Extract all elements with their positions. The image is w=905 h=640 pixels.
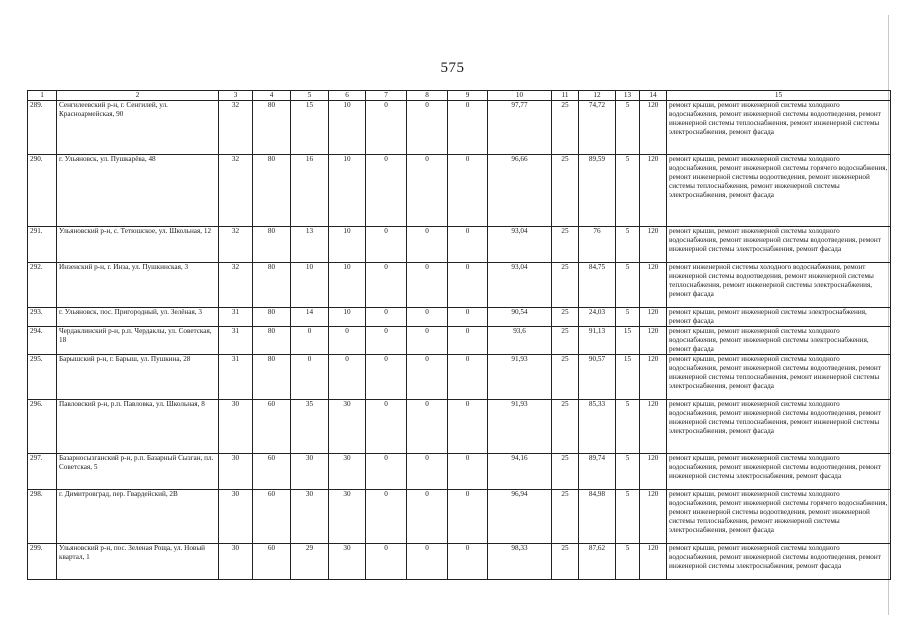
table-row bbox=[28, 355, 891, 400]
work-types-cell: ремонт крыши, ремонт инженерной системы холодного водоснабжения, ремонт инженерной системы водоотведения, ремонт инженерной системы теплоснабжения, ремонт инженерной системы электроснабжения, ремонт фасада bbox=[667, 101, 891, 155]
table-row bbox=[28, 454, 891, 490]
col-12-cell: 89,59 bbox=[579, 155, 616, 227]
col-4-cell: 60 bbox=[253, 490, 291, 544]
col-6-cell: 0 bbox=[329, 355, 366, 400]
col-4-cell: 80 bbox=[253, 327, 291, 355]
col-9-cell: 0 bbox=[448, 227, 488, 263]
col-12-cell: 89,74 bbox=[579, 454, 616, 490]
header-cell: 5 bbox=[291, 91, 329, 101]
col-5-cell: 13 bbox=[291, 227, 329, 263]
table-row bbox=[28, 227, 891, 263]
page-number: 575 bbox=[440, 60, 465, 76]
col-7-cell: 0 bbox=[366, 544, 407, 580]
col-11-cell: 25 bbox=[552, 327, 579, 355]
work-types-cell: ремонт крыши, ремонт инженерной системы холодного водоснабжения, ремонт инженерной системы водоотведения, ремонт инженерной системы электроснабжения, ремонт фасада bbox=[667, 454, 891, 490]
col-10-cell: 96,66 bbox=[488, 155, 552, 227]
table-body bbox=[28, 101, 891, 580]
col-6-cell: 10 bbox=[329, 308, 366, 327]
col-10-cell: 94,16 bbox=[488, 454, 552, 490]
row-number-cell: 295. bbox=[28, 355, 57, 400]
row-number-cell: 292. bbox=[28, 263, 57, 308]
row-number-cell: 294. bbox=[28, 327, 57, 355]
col-14-cell: 120 bbox=[640, 454, 667, 490]
col-14-cell: 120 bbox=[640, 101, 667, 155]
address-cell: Барышский р-н, г. Барыш, ул. Пушкина, 28 bbox=[57, 355, 219, 400]
col-13-cell: 5 bbox=[616, 544, 640, 580]
col-9-cell: 0 bbox=[448, 400, 488, 454]
header-cell: 8 bbox=[407, 91, 448, 101]
row-number-cell: 298. bbox=[28, 490, 57, 544]
table-row bbox=[28, 308, 891, 327]
col-14-cell: 120 bbox=[640, 355, 667, 400]
col-8-cell: 0 bbox=[407, 454, 448, 490]
address-cell: Павловский р-н, р.п. Павловка, ул. Школьная, 8 bbox=[57, 400, 219, 454]
col-8-cell: 0 bbox=[407, 490, 448, 544]
register-table bbox=[27, 90, 891, 580]
col-13-cell: 5 bbox=[616, 263, 640, 308]
col-9-cell: 0 bbox=[448, 308, 488, 327]
table-row bbox=[28, 155, 891, 227]
col-9-cell: 0 bbox=[448, 327, 488, 355]
col-6-cell: 10 bbox=[329, 263, 366, 308]
row-number-cell: 289. bbox=[28, 101, 57, 155]
header-cell: 6 bbox=[329, 91, 366, 101]
col-12-cell: 85,33 bbox=[579, 400, 616, 454]
col-12-cell: 24,03 bbox=[579, 308, 616, 327]
col-11-cell: 25 bbox=[552, 454, 579, 490]
col-7-cell: 0 bbox=[366, 327, 407, 355]
header-cell: 11 bbox=[552, 91, 579, 101]
col-11-cell: 25 bbox=[552, 544, 579, 580]
col-10-cell: 91,93 bbox=[488, 400, 552, 454]
col-6-cell: 10 bbox=[329, 101, 366, 155]
row-number-cell: 290. bbox=[28, 155, 57, 227]
col-7-cell: 0 bbox=[366, 400, 407, 454]
col-11-cell: 25 bbox=[552, 101, 579, 155]
address-cell: г. Ульяновск, пос. Пригородный, ул. Зелёная, 3 bbox=[57, 308, 219, 327]
col-13-cell: 15 bbox=[616, 355, 640, 400]
row-number-cell: 291. bbox=[28, 227, 57, 263]
address-cell: Сенгилеевский р-н, г. Сенгилей, ул. Красноармейская, 90 bbox=[57, 101, 219, 155]
col-8-cell: 0 bbox=[407, 263, 448, 308]
header-row bbox=[28, 91, 891, 101]
table-row bbox=[28, 490, 891, 544]
col-11-cell: 25 bbox=[552, 308, 579, 327]
table-row bbox=[28, 400, 891, 454]
col-7-cell: 0 bbox=[366, 355, 407, 400]
col-11-cell: 25 bbox=[552, 263, 579, 308]
address-cell: г. Ульяновск, ул. Пушкарёва, 48 bbox=[57, 155, 219, 227]
col-10-cell: 96,94 bbox=[488, 490, 552, 544]
col-12-cell: 87,62 bbox=[579, 544, 616, 580]
col-11-cell: 25 bbox=[552, 155, 579, 227]
col-13-cell: 5 bbox=[616, 227, 640, 263]
col-4-cell: 80 bbox=[253, 155, 291, 227]
col-13-cell: 5 bbox=[616, 454, 640, 490]
col-7-cell: 0 bbox=[366, 101, 407, 155]
work-types-cell: ремонт крыши, ремонт инженерной системы электроснабжения, ремонт фасада bbox=[667, 308, 891, 327]
col-5-cell: 0 bbox=[291, 355, 329, 400]
col-13-cell: 15 bbox=[616, 327, 640, 355]
col-10-cell: 97,77 bbox=[488, 101, 552, 155]
col-9-cell: 0 bbox=[448, 263, 488, 308]
col-13-cell: 5 bbox=[616, 308, 640, 327]
header-cell: 13 bbox=[616, 91, 640, 101]
col-4-cell: 80 bbox=[253, 101, 291, 155]
col-12-cell: 74,72 bbox=[579, 101, 616, 155]
col-5-cell: 29 bbox=[291, 544, 329, 580]
header-cell: 4 bbox=[253, 91, 291, 101]
col-13-cell: 5 bbox=[616, 155, 640, 227]
col-10-cell: 90,54 bbox=[488, 308, 552, 327]
col-11-cell: 25 bbox=[552, 400, 579, 454]
col-5-cell: 15 bbox=[291, 101, 329, 155]
col-11-cell: 25 bbox=[552, 227, 579, 263]
header-cell: 2 bbox=[57, 91, 219, 101]
col-10-cell: 93,04 bbox=[488, 263, 552, 308]
col-5-cell: 30 bbox=[291, 490, 329, 544]
row-number-cell: 293. bbox=[28, 308, 57, 327]
row-number-cell: 299. bbox=[28, 544, 57, 580]
col-5-cell: 35 bbox=[291, 400, 329, 454]
col-14-cell: 120 bbox=[640, 263, 667, 308]
work-types-cell: ремонт крыши, ремонт инженерной системы холодного водоснабжения, ремонт инженерной системы горячего водоснабжения, ремонт инженерной системы водоотведения, ремонт инженерной системы теплоснабжения, ремонт инженерной системы электроснабжения, ремонт фасада bbox=[667, 490, 891, 544]
col-5-cell: 14 bbox=[291, 308, 329, 327]
col-14-cell: 120 bbox=[640, 327, 667, 355]
header-cell: 15 bbox=[667, 91, 891, 101]
col-13-cell: 5 bbox=[616, 101, 640, 155]
col-3-cell: 32 bbox=[219, 227, 253, 263]
address-cell: Ульяновский р-н, с. Тетюшское, ул. Школьная, 12 bbox=[57, 227, 219, 263]
col-6-cell: 0 bbox=[329, 327, 366, 355]
work-types-cell: ремонт крыши, ремонт инженерной системы холодного водоснабжения, ремонт инженерной системы электроснабжения, ремонт фасада bbox=[667, 327, 891, 355]
col-13-cell: 5 bbox=[616, 400, 640, 454]
col-10-cell: 93,6 bbox=[488, 327, 552, 355]
col-3-cell: 32 bbox=[219, 263, 253, 308]
address-cell: Ульяновский р-н, пос. Зеленая Роща, ул. Новый квартал, 1 bbox=[57, 544, 219, 580]
col-4-cell: 80 bbox=[253, 355, 291, 400]
col-9-cell: 0 bbox=[448, 355, 488, 400]
col-5-cell: 0 bbox=[291, 327, 329, 355]
col-3-cell: 30 bbox=[219, 490, 253, 544]
col-7-cell: 0 bbox=[366, 155, 407, 227]
col-4-cell: 80 bbox=[253, 263, 291, 308]
col-4-cell: 60 bbox=[253, 544, 291, 580]
col-8-cell: 0 bbox=[407, 355, 448, 400]
col-4-cell: 80 bbox=[253, 227, 291, 263]
col-3-cell: 32 bbox=[219, 101, 253, 155]
col-5-cell: 16 bbox=[291, 155, 329, 227]
col-14-cell: 120 bbox=[640, 400, 667, 454]
address-cell: г. Димитровград, пер. Гвардейский, 2В bbox=[57, 490, 219, 544]
col-4-cell: 60 bbox=[253, 400, 291, 454]
address-cell: Базарносызганский р-н, р.п. Базарный Сызган, пл. Советская, 5 bbox=[57, 454, 219, 490]
col-5-cell: 30 bbox=[291, 454, 329, 490]
col-14-cell: 120 bbox=[640, 155, 667, 227]
col-13-cell: 5 bbox=[616, 490, 640, 544]
work-types-cell: ремонт крыши, ремонт инженерной системы холодного водоснабжения, ремонт инженерной системы водоотведения, ремонт инженерной системы теплоснабжения, ремонт инженерной системы электроснабжения, ремонт фасада bbox=[667, 400, 891, 454]
header-cell: 1 bbox=[28, 91, 57, 101]
col-11-cell: 25 bbox=[552, 355, 579, 400]
col-5-cell: 10 bbox=[291, 263, 329, 308]
row-number-cell: 296. bbox=[28, 400, 57, 454]
col-14-cell: 120 bbox=[640, 544, 667, 580]
header-cell: 12 bbox=[579, 91, 616, 101]
header-cell: 7 bbox=[366, 91, 407, 101]
col-14-cell: 120 bbox=[640, 227, 667, 263]
col-3-cell: 32 bbox=[219, 155, 253, 227]
col-7-cell: 0 bbox=[366, 308, 407, 327]
col-6-cell: 10 bbox=[329, 227, 366, 263]
col-6-cell: 30 bbox=[329, 454, 366, 490]
col-3-cell: 30 bbox=[219, 400, 253, 454]
table-row bbox=[28, 544, 891, 580]
table-row bbox=[28, 263, 891, 308]
col-12-cell: 84,75 bbox=[579, 263, 616, 308]
col-14-cell: 120 bbox=[640, 308, 667, 327]
col-9-cell: 0 bbox=[448, 155, 488, 227]
header-cell: 9 bbox=[448, 91, 488, 101]
col-7-cell: 0 bbox=[366, 454, 407, 490]
col-7-cell: 0 bbox=[366, 490, 407, 544]
col-8-cell: 0 bbox=[407, 544, 448, 580]
col-3-cell: 30 bbox=[219, 544, 253, 580]
header-cell: 3 bbox=[219, 91, 253, 101]
col-3-cell: 31 bbox=[219, 355, 253, 400]
header-cell: 10 bbox=[488, 91, 552, 101]
col-7-cell: 0 bbox=[366, 227, 407, 263]
col-6-cell: 30 bbox=[329, 544, 366, 580]
col-8-cell: 0 bbox=[407, 101, 448, 155]
col-8-cell: 0 bbox=[407, 400, 448, 454]
table-row bbox=[28, 101, 891, 155]
work-types-cell: ремонт инженерной системы холодного водоснабжения, ремонт инженерной системы водоотведения, ремонт инженерной системы теплоснабжения, ремонт инженерной системы электроснабжения, ремонт фасада bbox=[667, 263, 891, 308]
col-12-cell: 76 bbox=[579, 227, 616, 263]
col-8-cell: 0 bbox=[407, 308, 448, 327]
table-row bbox=[28, 327, 891, 355]
col-14-cell: 120 bbox=[640, 490, 667, 544]
col-10-cell: 98,33 bbox=[488, 544, 552, 580]
col-3-cell: 30 bbox=[219, 454, 253, 490]
col-9-cell: 0 bbox=[448, 544, 488, 580]
col-6-cell: 30 bbox=[329, 400, 366, 454]
address-cell: Чердаклинский р-н, р.п. Чердаклы, ул. Советская, 18 bbox=[57, 327, 219, 355]
row-number-cell: 297. bbox=[28, 454, 57, 490]
col-12-cell: 91,13 bbox=[579, 327, 616, 355]
col-8-cell: 0 bbox=[407, 327, 448, 355]
col-3-cell: 31 bbox=[219, 327, 253, 355]
col-7-cell: 0 bbox=[366, 263, 407, 308]
col-11-cell: 25 bbox=[552, 490, 579, 544]
col-9-cell: 0 bbox=[448, 454, 488, 490]
work-types-cell: ремонт крыши, ремонт инженерной системы холодного водоснабжения, ремонт инженерной системы водоотведения, ремонт инженерной системы электроснабжения, ремонт фасада bbox=[667, 544, 891, 580]
col-3-cell: 31 bbox=[219, 308, 253, 327]
header-cell: 14 bbox=[640, 91, 667, 101]
work-types-cell: ремонт крыши, ремонт инженерной системы холодного водоснабжения, ремонт инженерной системы горячего водоснабжения, ремонт инженерной системы водоотведения, ремонт инженерной системы теплоснабжения, ремонт инженерной системы электроснабжения, ремонт фасада bbox=[667, 155, 891, 227]
work-types-cell: ремонт крыши, ремонт инженерной системы холодного водоснабжения, ремонт инженерной системы водоотведения, ремонт инженерной системы теплоснабжения, ремонт инженерной системы электроснабжения, ремонт фасада bbox=[667, 355, 891, 400]
col-9-cell: 0 bbox=[448, 490, 488, 544]
col-6-cell: 30 bbox=[329, 490, 366, 544]
col-9-cell: 0 bbox=[448, 101, 488, 155]
col-10-cell: 93,04 bbox=[488, 227, 552, 263]
col-4-cell: 80 bbox=[253, 308, 291, 327]
col-8-cell: 0 bbox=[407, 155, 448, 227]
col-6-cell: 10 bbox=[329, 155, 366, 227]
col-8-cell: 0 bbox=[407, 227, 448, 263]
address-cell: Инзенский р-н, г. Инза, ул. Пушкинская, 3 bbox=[57, 263, 219, 308]
col-10-cell: 91,93 bbox=[488, 355, 552, 400]
col-12-cell: 84,98 bbox=[579, 490, 616, 544]
col-4-cell: 60 bbox=[253, 454, 291, 490]
col-12-cell: 90,57 bbox=[579, 355, 616, 400]
work-types-cell: ремонт крыши, ремонт инженерной системы холодного водоснабжения, ремонт инженерной системы водоотведения, ремонт инженерной системы электроснабжения, ремонт фасада bbox=[667, 227, 891, 263]
